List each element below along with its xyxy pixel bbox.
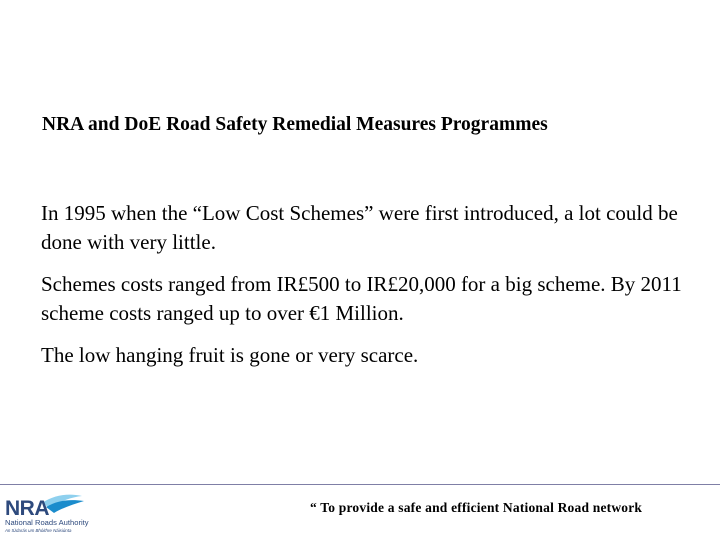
footer-divider: [0, 484, 720, 485]
body-paragraph: The low hanging fruit is gone or very scarce.: [41, 343, 419, 367]
slide-title: NRA and DoE Road Safety Remedial Measures Programmes: [42, 114, 548, 135]
logo-irish-name: An tÚdarás um Bhóithre Náisiúnta: [5, 528, 72, 533]
nra-logo-icon: [2, 491, 92, 535]
body-paragraph: Schemes costs ranged from IR£500 to IR£20,000 for a big scheme. By 2011 scheme costs ranged up to over €1 Million.: [41, 272, 682, 325]
slide-body: [41, 199, 691, 383]
body-paragraph: In 1995 when the “Low Cost Schemes” were first introduced, a lot could be done with very little.: [41, 201, 678, 254]
logo-subtitle: National Roads Authority: [5, 518, 89, 527]
footer-tagline: “ To provide a safe and efficient National Road network: [310, 500, 643, 515]
logo-wordmark: NRA: [5, 497, 49, 520]
